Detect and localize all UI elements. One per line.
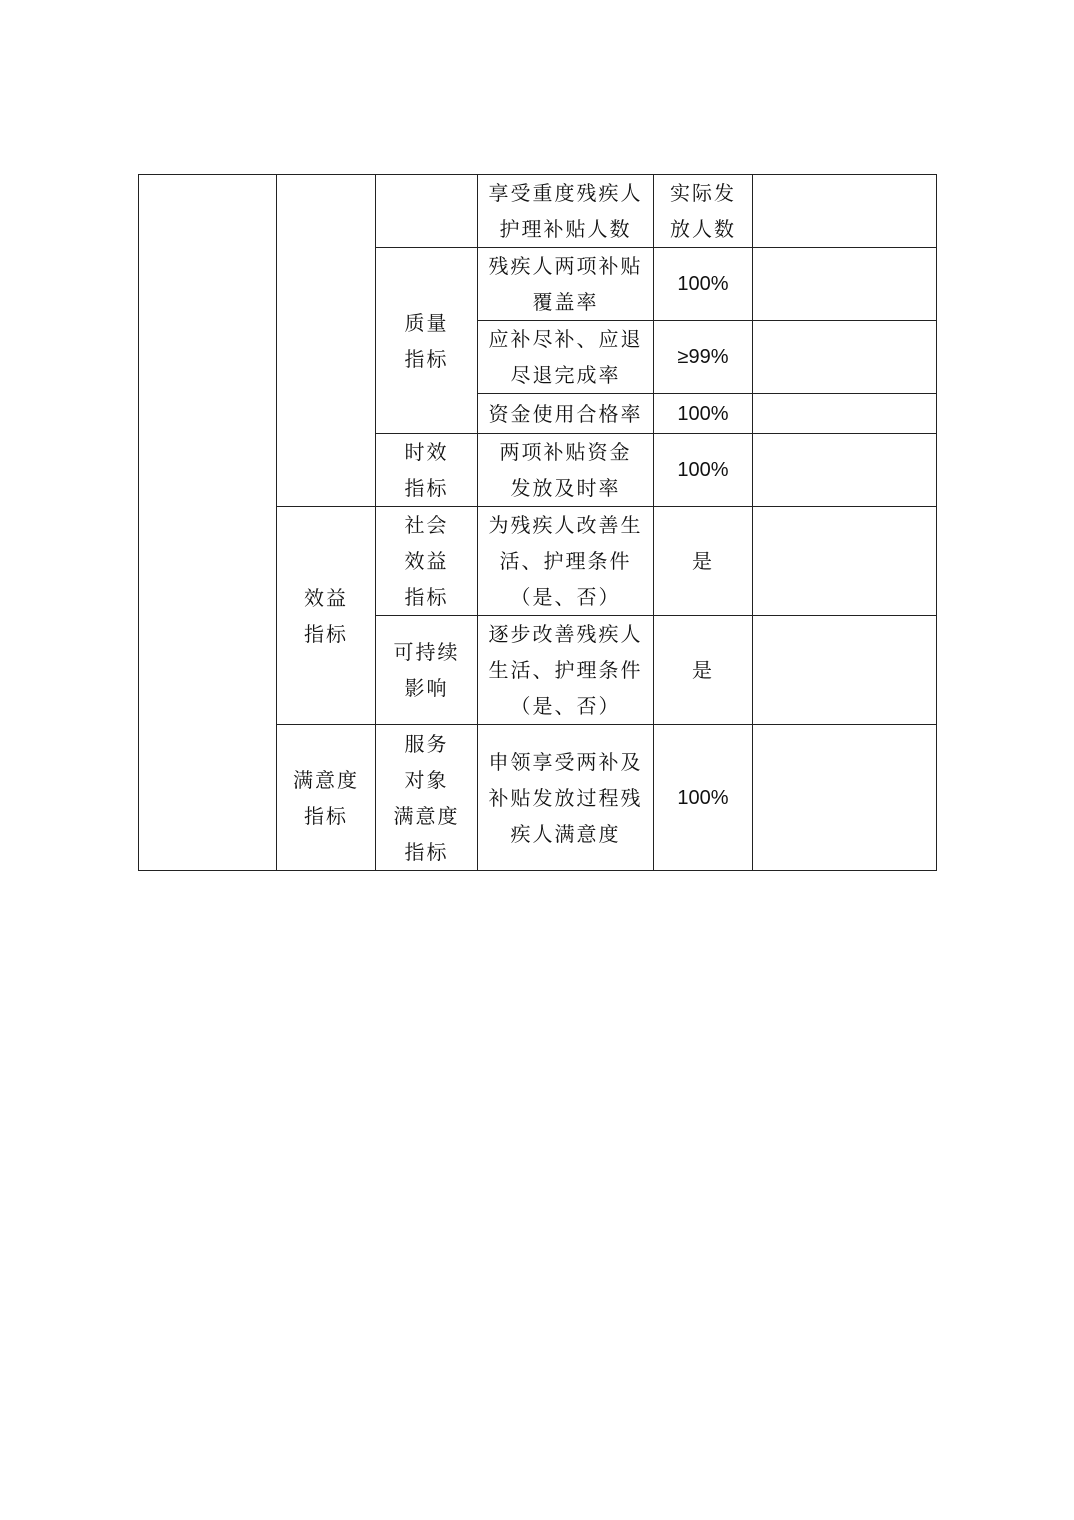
category-cell-level3: 可持续 影响 (376, 616, 478, 725)
note-cell (753, 434, 937, 507)
note-cell (753, 321, 937, 394)
category-cell-level1 (139, 175, 277, 871)
indicator-cell: 应补尽补、应退 尽退完成率 (478, 321, 654, 394)
category-cell-level2: 效益 指标 (277, 507, 376, 725)
indicator-cell: 享受重度残疾人 护理补贴人数 (478, 175, 654, 248)
value-cell: 100% (654, 394, 753, 434)
value-cell: ≥99% (654, 321, 753, 394)
table-row (139, 175, 937, 248)
note-cell (753, 175, 937, 248)
value-cell: 实际发 放人数 (654, 175, 753, 248)
indicator-cell: 为残疾人改善生 活、护理条件 （是、否） (478, 507, 654, 616)
category-cell-level3: 服务 对象 满意度 指标 (376, 725, 478, 871)
indicator-cell: 两项补贴资金 发放及时率 (478, 434, 654, 507)
performance-indicator-table (138, 174, 937, 871)
category-cell-level2: 满意度 指标 (277, 725, 376, 871)
indicator-cell: 资金使用合格率 (478, 394, 654, 434)
note-cell (753, 248, 937, 321)
category-cell-level2 (277, 175, 376, 507)
note-cell (753, 616, 937, 725)
value-cell: 是 (654, 507, 753, 616)
note-cell (753, 394, 937, 434)
category-cell-level3: 时效 指标 (376, 434, 478, 507)
value-cell: 是 (654, 616, 753, 725)
indicator-cell: 残疾人两项补贴 覆盖率 (478, 248, 654, 321)
value-cell: 100% (654, 434, 753, 507)
indicator-cell: 申领享受两补及 补贴发放过程残 疾人满意度 (478, 725, 654, 871)
category-cell-level3: 质量 指标 (376, 248, 478, 434)
category-cell-level3: 社会 效益 指标 (376, 507, 478, 616)
note-cell (753, 507, 937, 616)
note-cell (753, 725, 937, 871)
value-cell: 100% (654, 248, 753, 321)
category-cell-level3 (376, 175, 478, 248)
value-cell: 100% (654, 725, 753, 871)
indicator-cell: 逐步改善残疾人 生活、护理条件 （是、否） (478, 616, 654, 725)
